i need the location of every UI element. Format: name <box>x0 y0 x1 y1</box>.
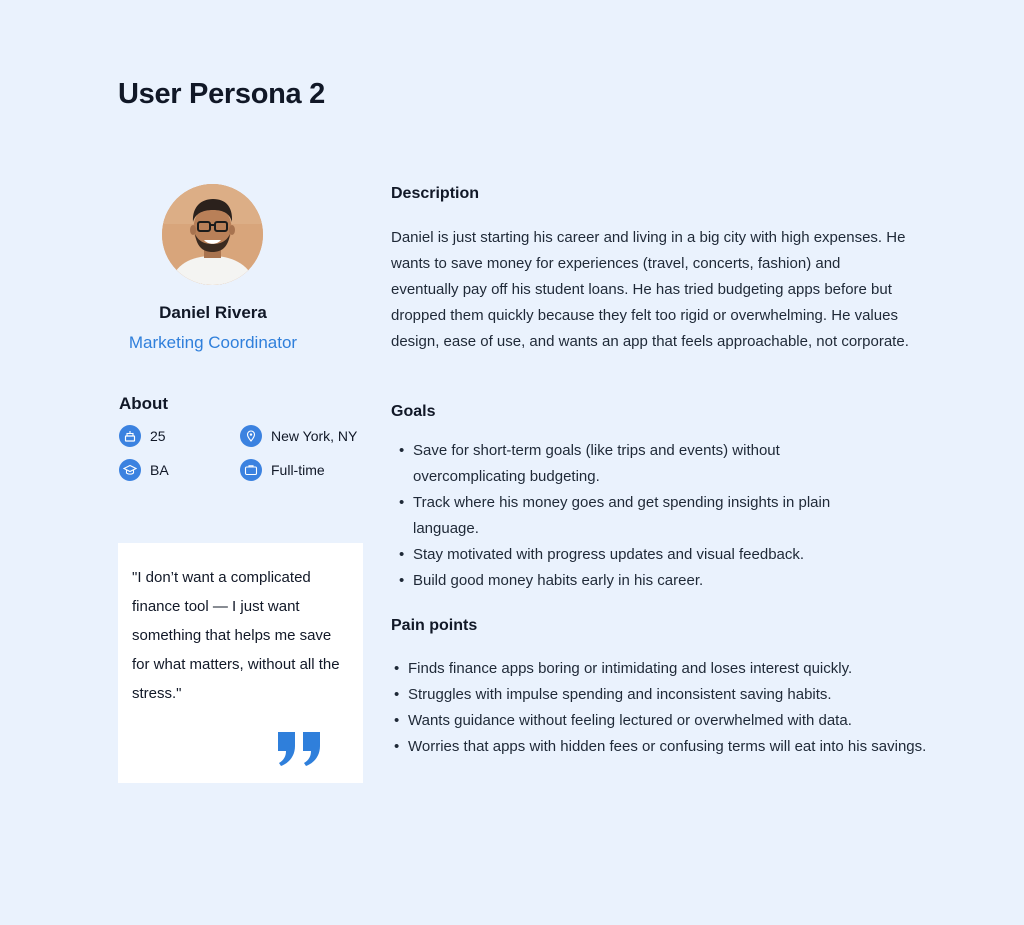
pain-point-item: • Finds finance apps boring or intimidating and loses interest quickly. <box>391 656 1001 682</box>
about-age <box>119 425 166 447</box>
goal-item: • Track where his money goes and get spending insights in plain language. <box>391 490 871 542</box>
pain-points-list <box>391 656 1001 760</box>
pain-points-heading: Pain points <box>391 617 478 634</box>
goals-heading: Goals <box>391 403 436 420</box>
about-age-label: 25 <box>150 428 166 444</box>
quote-card <box>118 543 363 783</box>
persona-role: Marketing Coordinator <box>128 333 298 352</box>
quote-mark-icon <box>276 732 324 771</box>
avatar-photo <box>162 184 263 285</box>
quote-text: "I don’t want a complicated finance tool — I just want something that helps me save for what matters, without all the stress." <box>132 569 340 702</box>
location-pin-icon <box>240 425 262 447</box>
goals-list <box>391 438 871 594</box>
about-location <box>240 425 357 447</box>
goal-item: • Build good money habits early in his career. <box>391 568 871 594</box>
about-employment-label: Full-time <box>271 462 325 478</box>
pain-point-item: • Wants guidance without feeling lectured or overwhelmed with data. <box>391 708 1001 734</box>
graduation-cap-icon <box>119 459 141 481</box>
page-title: User Persona 2 <box>118 78 325 110</box>
description-text: Daniel is just starting his career and living in a big city with high expenses. He wants to save money for experiences (travel, concerts, fashion) and eventually pay off his student loans. He has tried budgeting apps before but dropped them quickly because they felt too rigid or overwhelming. He values design, ease of use, and wants an app that feels approachable, not corporate. <box>391 229 909 350</box>
about-heading: About <box>119 394 169 413</box>
about-employment <box>240 459 325 481</box>
persona-name: Daniel Rivera <box>159 303 267 322</box>
about-education <box>119 459 169 481</box>
goal-item: • Save for short-term goals (like trips and events) without overcomplicating budgeting. <box>391 438 871 490</box>
description-heading: Description <box>391 185 480 202</box>
pain-point-item: • Struggles with impulse spending and inconsistent saving habits. <box>391 682 1001 708</box>
birthday-cake-icon <box>119 425 141 447</box>
goal-item: • Stay motivated with progress updates and visual feedback. <box>391 542 871 568</box>
avatar <box>162 184 263 285</box>
about-education-label: BA <box>150 462 169 478</box>
about-location-label: New York, NY <box>271 428 358 444</box>
pain-point-item: • Worries that apps with hidden fees or confusing terms will eat into his savings. <box>391 734 1001 760</box>
briefcase-icon <box>240 459 262 481</box>
